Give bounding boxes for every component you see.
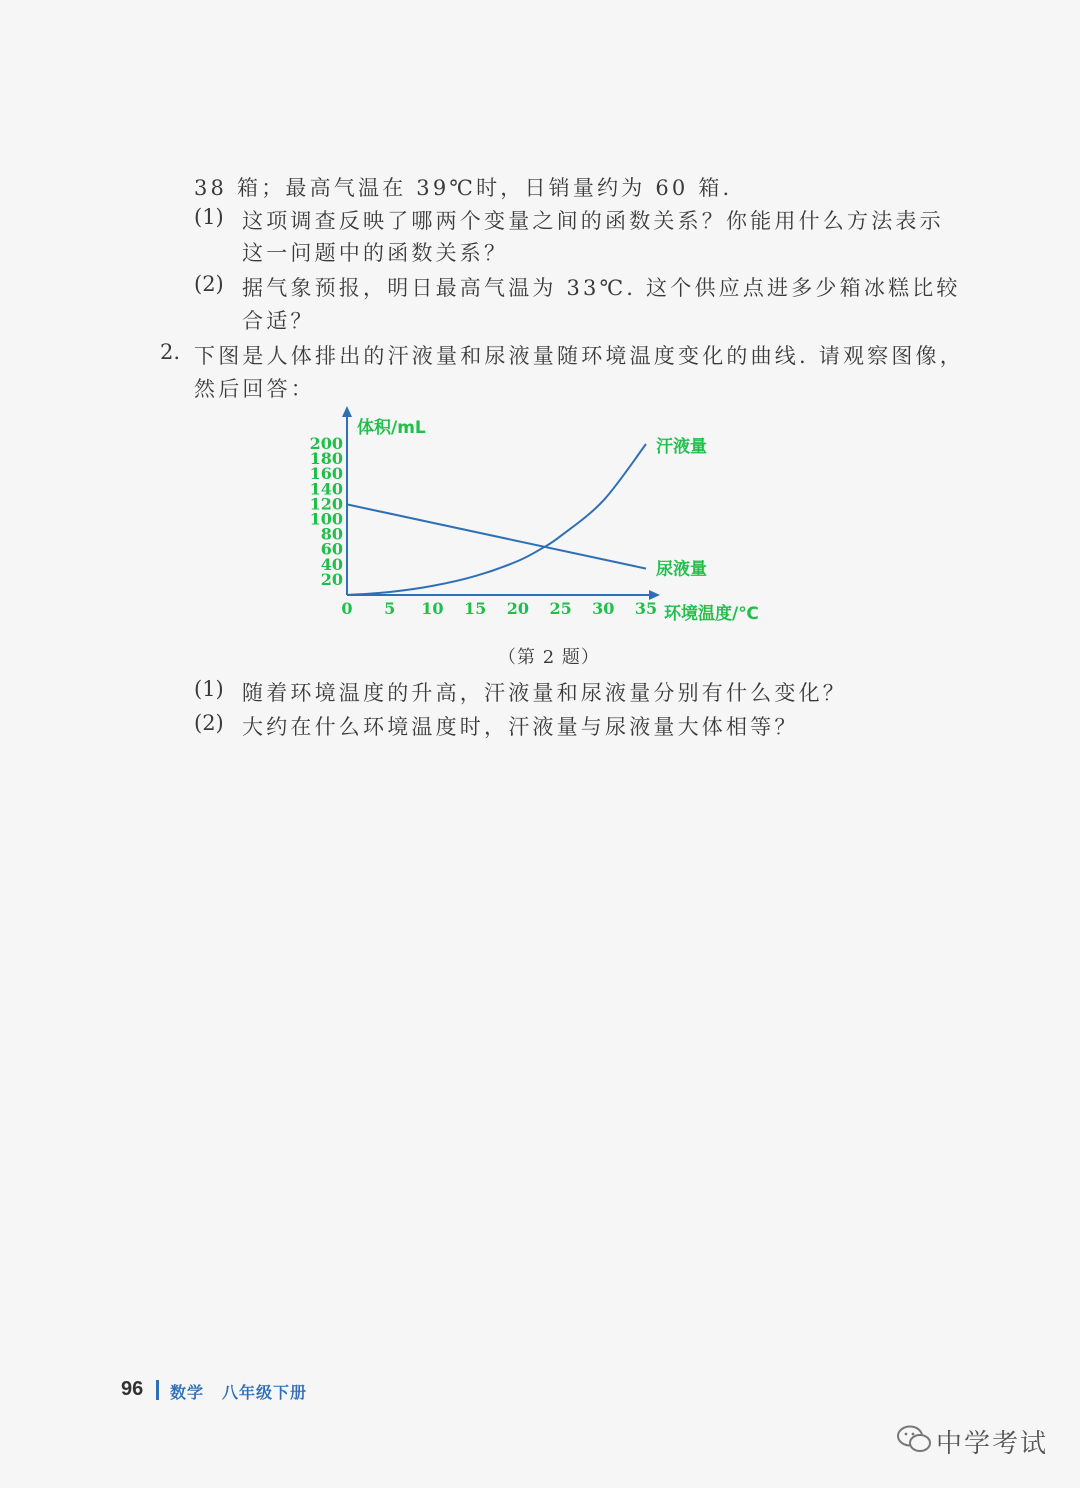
y-tick-label: 180 bbox=[309, 449, 343, 469]
series-label-1: 汗液量 bbox=[656, 437, 707, 457]
x-tick-label: 30 bbox=[592, 599, 615, 618]
x-axis-label: 环境温度/℃ bbox=[664, 604, 759, 624]
x-tick-label: 25 bbox=[549, 599, 572, 618]
x-tick-label: 35 bbox=[634, 599, 658, 618]
y-tick-label: 140 bbox=[309, 479, 343, 499]
volume-temperature-chart bbox=[300, 400, 800, 640]
wechat-icon bbox=[896, 1424, 932, 1454]
question-2-1: 随着环境温度的升高，汗液量和尿液量分别有什么变化？ bbox=[242, 681, 847, 705]
series-label-2: 尿液量 bbox=[656, 559, 707, 580]
x-tick-label: 15 bbox=[464, 599, 487, 618]
x-tick-label: 5 bbox=[384, 599, 396, 618]
x-tick-label: 0 bbox=[341, 599, 353, 618]
y-tick-label: 40 bbox=[320, 554, 343, 574]
y-tick-label: 100 bbox=[309, 509, 343, 529]
problem-2-number: 2. bbox=[160, 340, 181, 364]
chart-series bbox=[347, 444, 646, 595]
continued-line: 38 箱；最高气温在 39℃时，日销量约为 60 箱. bbox=[194, 176, 733, 200]
y-axis-label: 体积/mL bbox=[357, 418, 426, 438]
page-number: 96 bbox=[121, 1378, 144, 1400]
footer-divider bbox=[156, 1380, 159, 1400]
question-2-2: 大约在什么环境温度时，汗液量与尿液量大体相等？ bbox=[242, 715, 799, 739]
question-1-2-number: (2) bbox=[194, 272, 224, 296]
question-1-2-line-b: 合适？ bbox=[242, 309, 315, 333]
y-axis-arrow bbox=[342, 406, 352, 417]
y-tick-label: 120 bbox=[309, 494, 343, 514]
series-line-2 bbox=[347, 504, 646, 568]
y-tick-label: 80 bbox=[320, 524, 343, 544]
problem-2-line-a: 下图是人体排出的汗液量和尿液量随环境温度变化的曲线. 请观察图像， bbox=[194, 344, 964, 368]
x-tick-label: 20 bbox=[506, 599, 529, 618]
question-1-2-line-a: 据气象预报，明日最高气温为 33℃. 这个供应点进多少箱冰糕比较 bbox=[242, 276, 961, 300]
series-line-1 bbox=[347, 444, 646, 595]
question-1-1-number: (1) bbox=[194, 205, 224, 229]
x-tick-label: 10 bbox=[421, 599, 444, 618]
question-2-1-number: (1) bbox=[194, 677, 224, 701]
question-1-1-line-b: 这一问题中的函数关系？ bbox=[242, 241, 509, 265]
footer-grade: 八年级下册 bbox=[222, 1385, 308, 1402]
figure-caption: （第 2 题） bbox=[498, 647, 600, 668]
y-tick-label: 20 bbox=[320, 569, 343, 589]
chart-ticks bbox=[310, 434, 658, 618]
watermark-text: 中学考试 bbox=[936, 1429, 1049, 1459]
y-tick-label: 160 bbox=[309, 464, 343, 484]
footer-book-title: 数学 bbox=[170, 1385, 205, 1402]
question-2-2-number: (2) bbox=[194, 711, 224, 735]
y-tick-label: 200 bbox=[309, 434, 343, 453]
y-tick-label: 60 bbox=[320, 539, 343, 559]
question-1-1-line-a: 这项调查反映了哪两个变量之间的函数关系？你能用什么方法表示 bbox=[242, 209, 944, 233]
problem-2-line-b: 然后回答： bbox=[194, 377, 315, 401]
